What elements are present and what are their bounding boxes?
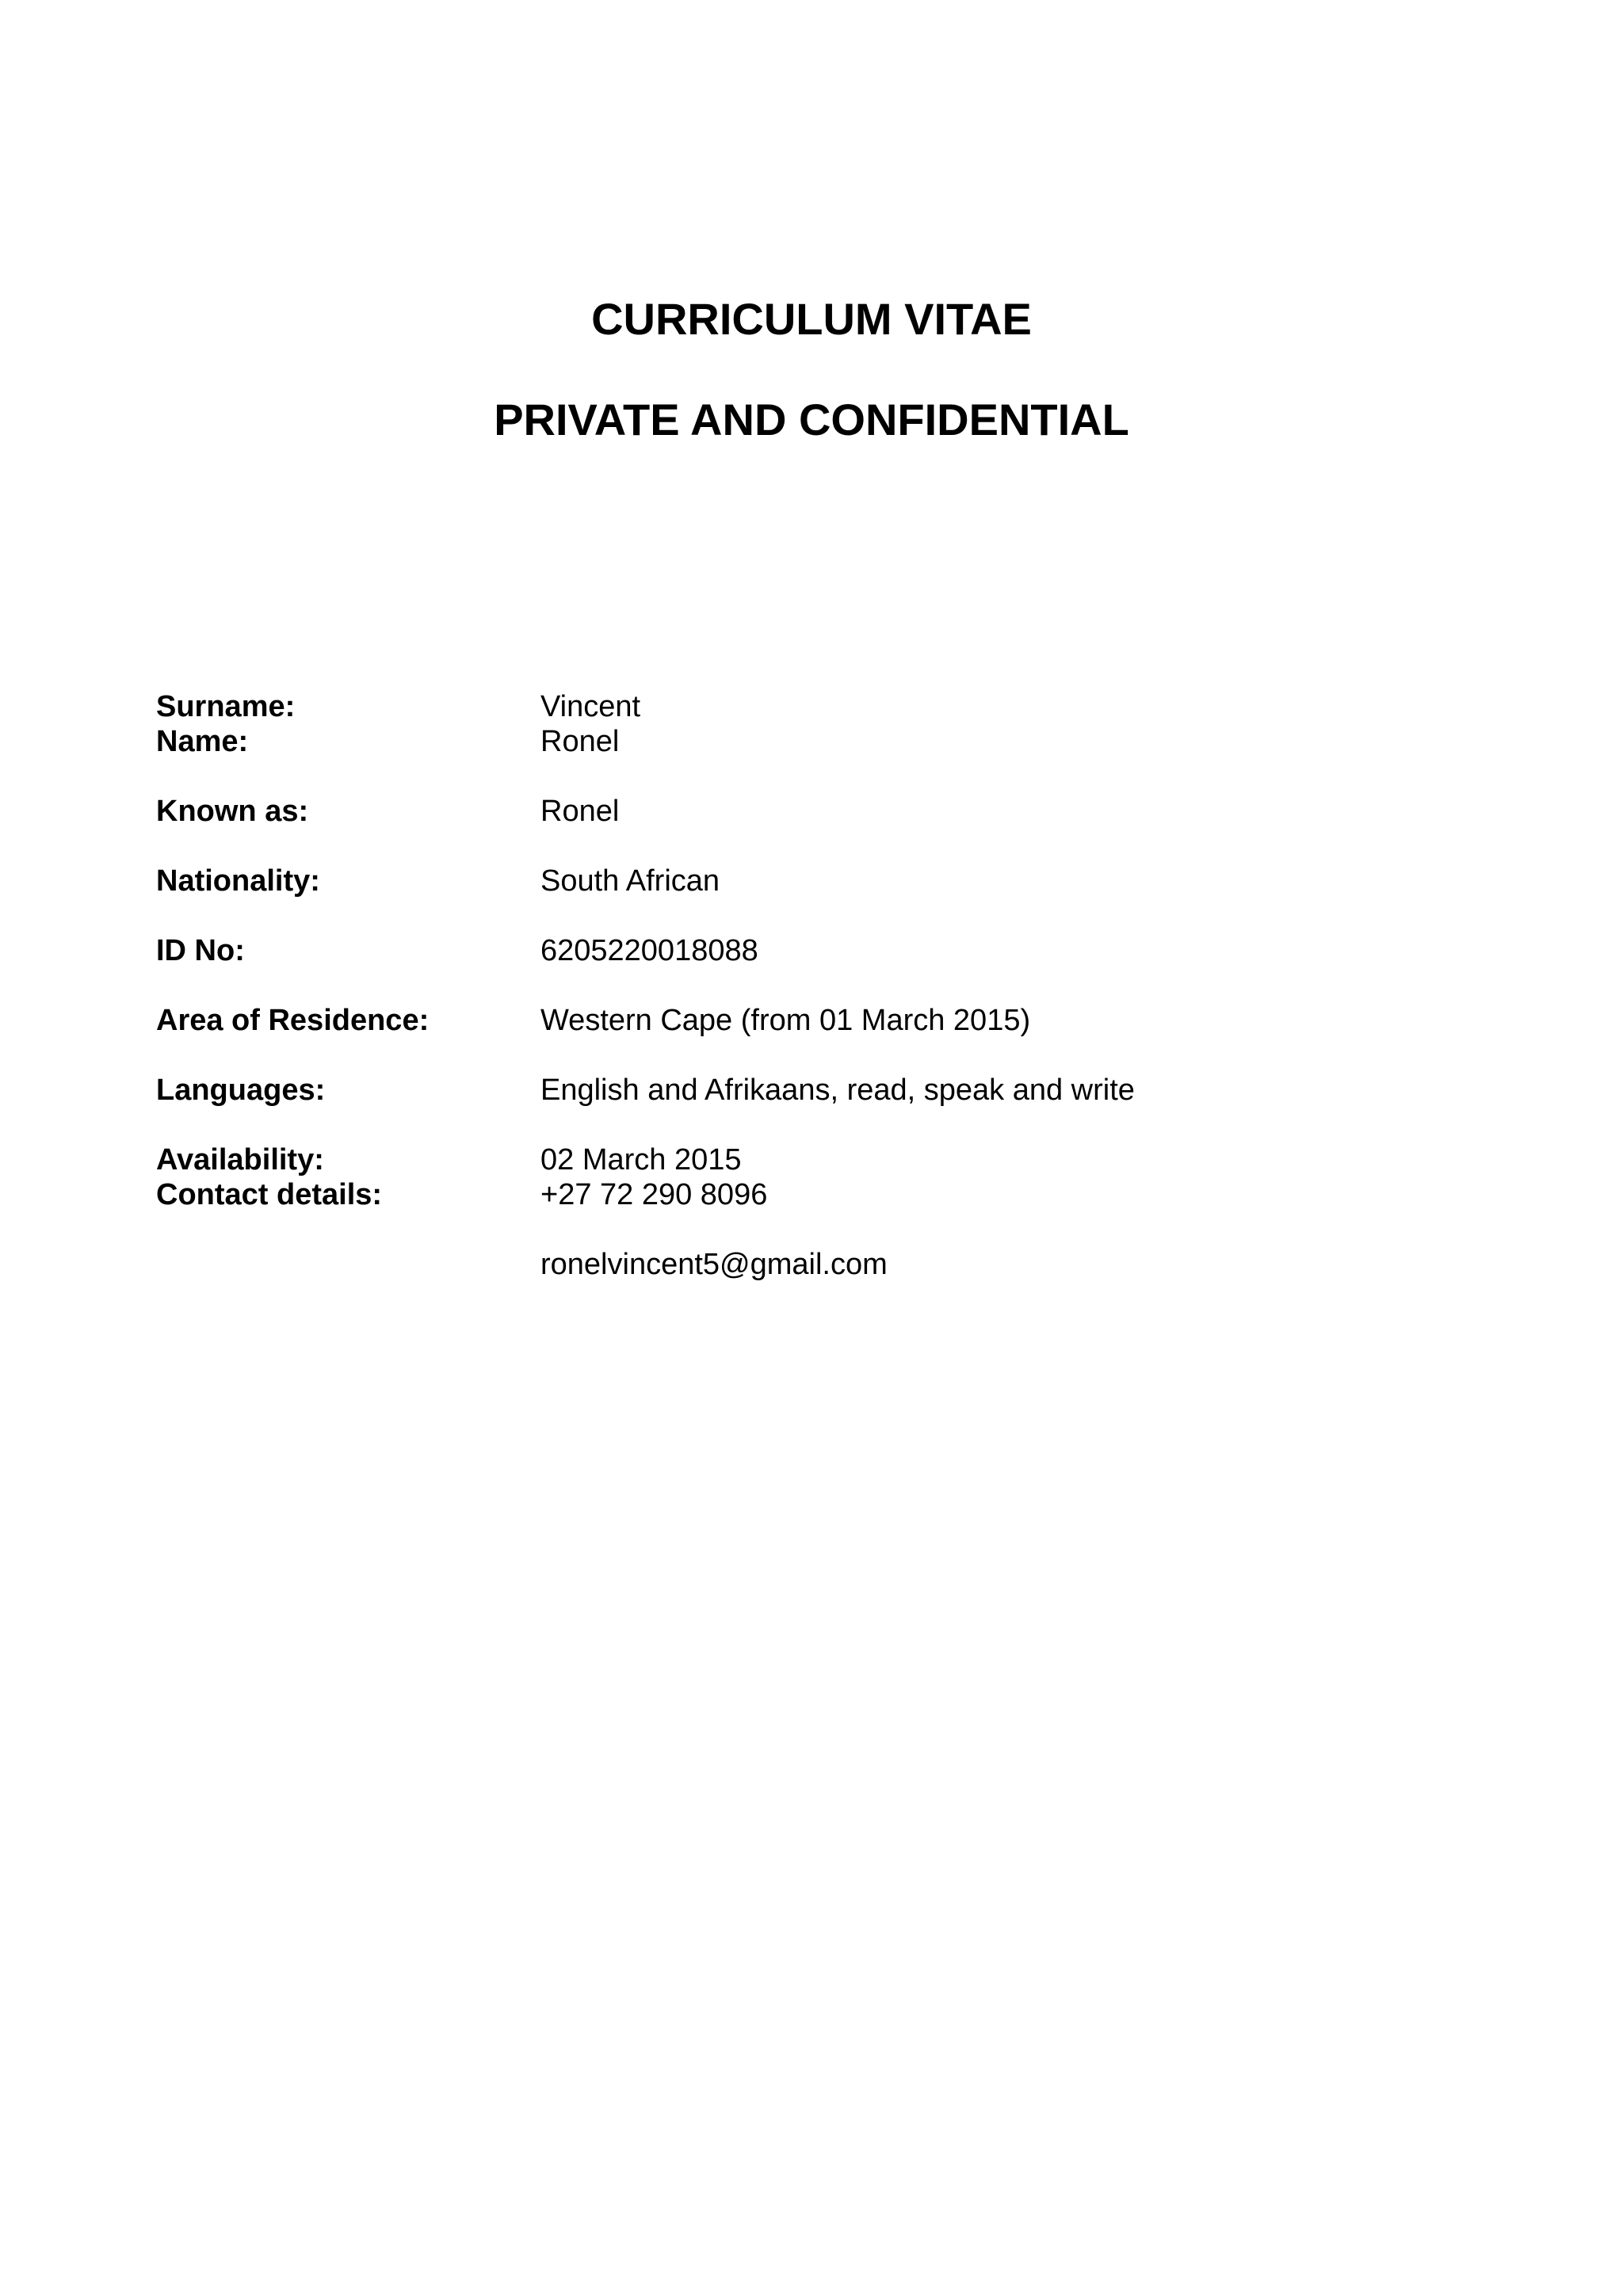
languages-label: Languages:: [156, 1074, 326, 1107]
id-number-row: [0, 933, 1623, 969]
surname-value: Vincent: [540, 690, 641, 723]
nationality-value: South African: [540, 864, 720, 898]
languages-value: English and Afrikaans, read, speak and write: [540, 1074, 1135, 1107]
name-value: Ronel: [540, 725, 620, 758]
surname-label: Surname:: [156, 690, 296, 723]
residence-label: Area of Residence:: [156, 1004, 430, 1037]
document-subtitle: PRIVATE AND CONFIDENTIAL: [494, 395, 1129, 444]
languages-row: [0, 1072, 1623, 1108]
known-as-label: Known as:: [156, 795, 309, 828]
known-as-row: [0, 793, 1623, 830]
nationality-label: Nationality:: [156, 864, 320, 898]
availability-label: Availability:: [156, 1143, 324, 1177]
contact-email: ronelvincent5@gmail.com: [540, 1248, 888, 1281]
contact-email-row: [0, 1246, 1623, 1283]
contact-label: Contact details:: [156, 1178, 383, 1211]
id-number-label: ID No:: [156, 934, 245, 967]
residence-value: Western Cape (from 01 March 2015): [540, 1004, 1031, 1037]
contact-row: [0, 1177, 1623, 1213]
availability-value: 02 March 2015: [540, 1143, 742, 1177]
surname-row: [0, 688, 1623, 725]
nationality-row: [0, 863, 1623, 899]
contact-phone: +27 72 290 8096: [540, 1178, 768, 1211]
id-number-value: 6205220018088: [540, 934, 758, 967]
name-row: [0, 723, 1623, 760]
availability-row: [0, 1142, 1623, 1178]
known-as-value: Ronel: [540, 795, 620, 828]
document-title: CURRICULUM VITAE: [591, 294, 1032, 344]
name-label: Name:: [156, 725, 249, 758]
residence-row: [0, 1002, 1623, 1039]
